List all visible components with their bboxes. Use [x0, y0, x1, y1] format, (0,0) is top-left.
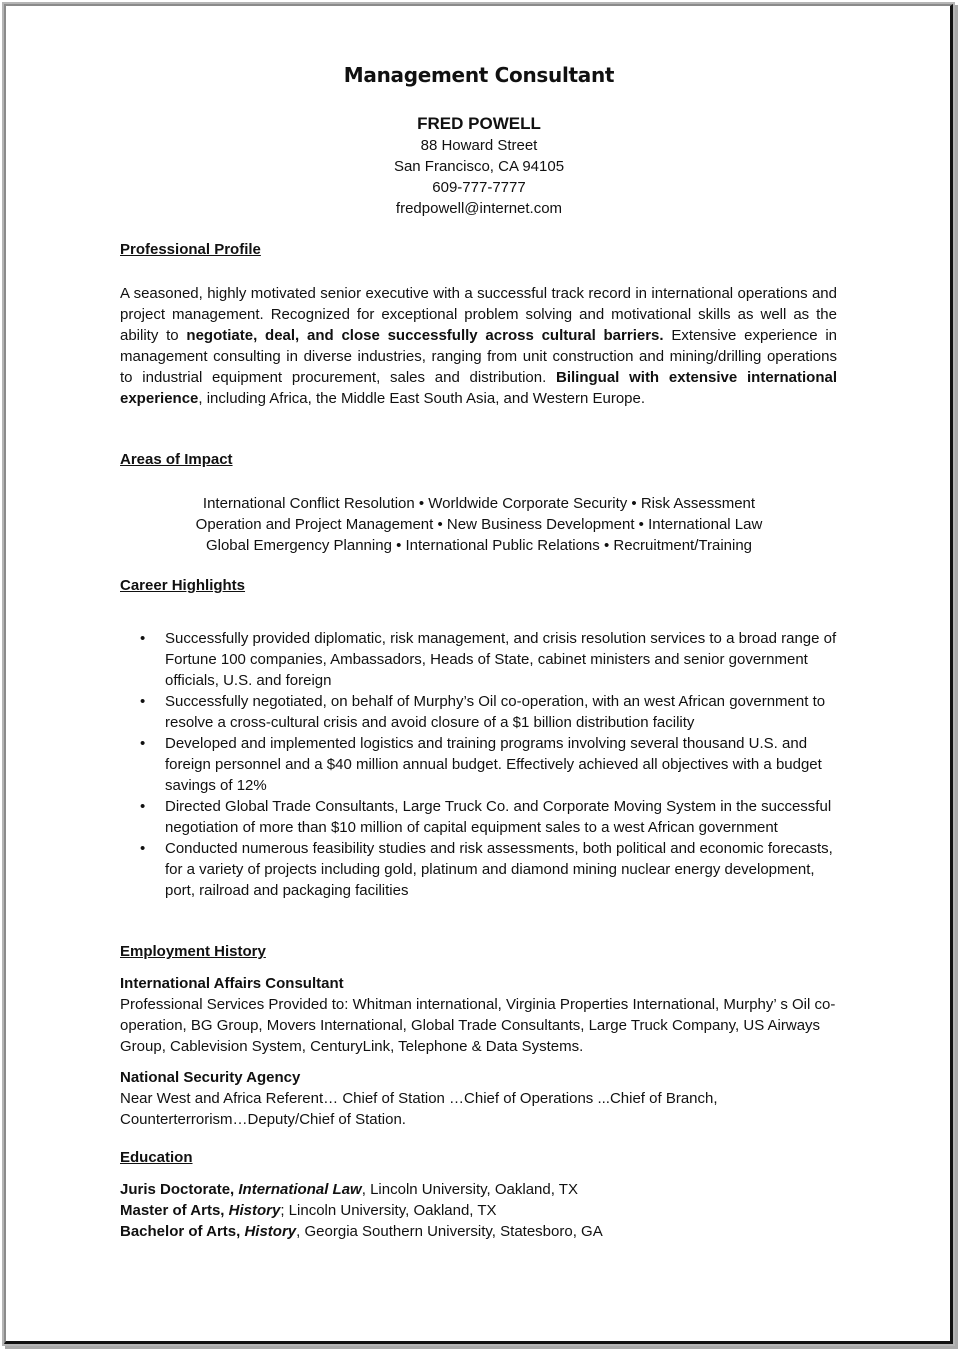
city-state-zip: San Francisco, CA 94105 — [393, 158, 565, 175]
field: International Law — [238, 1181, 362, 1198]
education-list — [120, 1179, 840, 1242]
job-title: National Security Agency — [120, 1069, 301, 1086]
school: Lincoln University, Oakland, TX — [288, 1202, 497, 1219]
areas-line: Global Emergency Planning • International Public Relations • Recruitment/Training — [205, 537, 753, 554]
separator: ; — [280, 1202, 289, 1219]
education-entry — [120, 1179, 840, 1200]
street-address: 88 Howard Street — [420, 137, 538, 154]
contact-block — [0, 113, 958, 219]
highlight-item: • Directed Global Trade Consultants, Large Truck Co. and Corporate Moving System in the successful negotiation of more than $10 million of capital equipment sales to a west African government — [120, 796, 840, 838]
employment-heading: Employment History — [120, 943, 266, 960]
email-address: fredpowell@internet.com — [395, 200, 563, 217]
profile-text-2: Extensive experience in management consulting in diverse industries, ranging from unit construction and mining/drilling operations to industrial equipment procurement, sales and distribution. — [120, 327, 837, 386]
profile-bold-1: negotiate, deal, and close successfully across cultural barriers. — [186, 327, 664, 344]
highlight-item: • Developed and implemented logistics and training programs involving several thousand U.S. and foreign personnel and a $40 million annual budget. Effectively achieved all objectives with a budget savings of 12% — [120, 733, 840, 796]
profile-heading: Professional Profile — [120, 241, 261, 258]
field: History — [244, 1223, 297, 1240]
separator: , — [361, 1181, 371, 1198]
job-title: International Affairs Consultant — [120, 975, 344, 992]
profile-bold-2: Bilingual with extensive international experience — [120, 369, 837, 407]
degree: Juris Doctorate, — [120, 1181, 239, 1198]
highlight-item: • Conducted numerous feasibility studies and risk assessments, both political and economic forecasts, for a variety of projects including gold, platinum and diamond mining nuclear energy development, port, railroad and packaging facilities — [120, 838, 840, 901]
areas-line: Operation and Project Management • New Business Development • International Law — [195, 516, 763, 533]
job-entry — [120, 1067, 840, 1130]
document-title: Management Consultant — [343, 63, 615, 87]
degree: Bachelor of Arts, — [120, 1223, 245, 1240]
job-description: Near West and Africa Referent… Chief of Station …Chief of Operations ...Chief of Branch, Counterterrorism…Deputy/Chief of Station. — [120, 1090, 718, 1128]
education-heading: Education — [120, 1149, 193, 1166]
highlight-item: • Successfully provided diplomatic, risk management, and crisis resolution services to a broad range of Fortune 100 companies, Ambassadors, Heads of State, cabinet ministers and senior government officials, U.S. and foreign — [120, 628, 840, 691]
areas-list — [0, 493, 958, 556]
school: Georgia Southern University, Statesboro, GA — [304, 1223, 603, 1240]
areas-line: International Conflict Resolution • Worldwide Corporate Security • Risk Assessment — [202, 495, 756, 512]
job-description: Professional Services Provided to: Whitman international, Virginia Properties International, Murphy’ s Oil co-operation, BG Group, Movers International, Global Trade Consultants, Large Truck Company, US Airways Group, Cablevision System, CenturyLink, Telephone & Data Systems. — [120, 996, 836, 1055]
highlights-list — [120, 628, 840, 901]
candidate-name: FRED POWELL — [417, 114, 541, 133]
school: Lincoln University, Oakland, TX — [370, 1181, 578, 1198]
profile-paragraph — [120, 283, 837, 409]
education-entry — [120, 1200, 840, 1221]
education-entry — [120, 1221, 840, 1242]
job-entry — [120, 973, 840, 1057]
highlight-item: • Successfully negotiated, on behalf of Murphy’s Oil co-operation, with an west African government to resolve a cross-cultural crisis and avoid closure of a $1 billion distribution facility — [120, 691, 840, 733]
areas-heading: Areas of Impact — [120, 451, 233, 468]
highlights-heading: Career Highlights — [120, 577, 246, 594]
degree: Master of Arts, — [120, 1202, 229, 1219]
profile-text-1: A seasoned, highly motivated senior executive with a successful track record in international operations and project management. Recognized for exceptional problem solving and motivational skills as well as the ability to — [120, 285, 837, 344]
field: History — [228, 1202, 281, 1219]
phone-number: 609-777-7777 — [432, 179, 526, 196]
profile-text-3: , including Africa, the Middle East South Asia, and Western Europe. — [198, 390, 646, 407]
separator: , — [296, 1223, 305, 1240]
